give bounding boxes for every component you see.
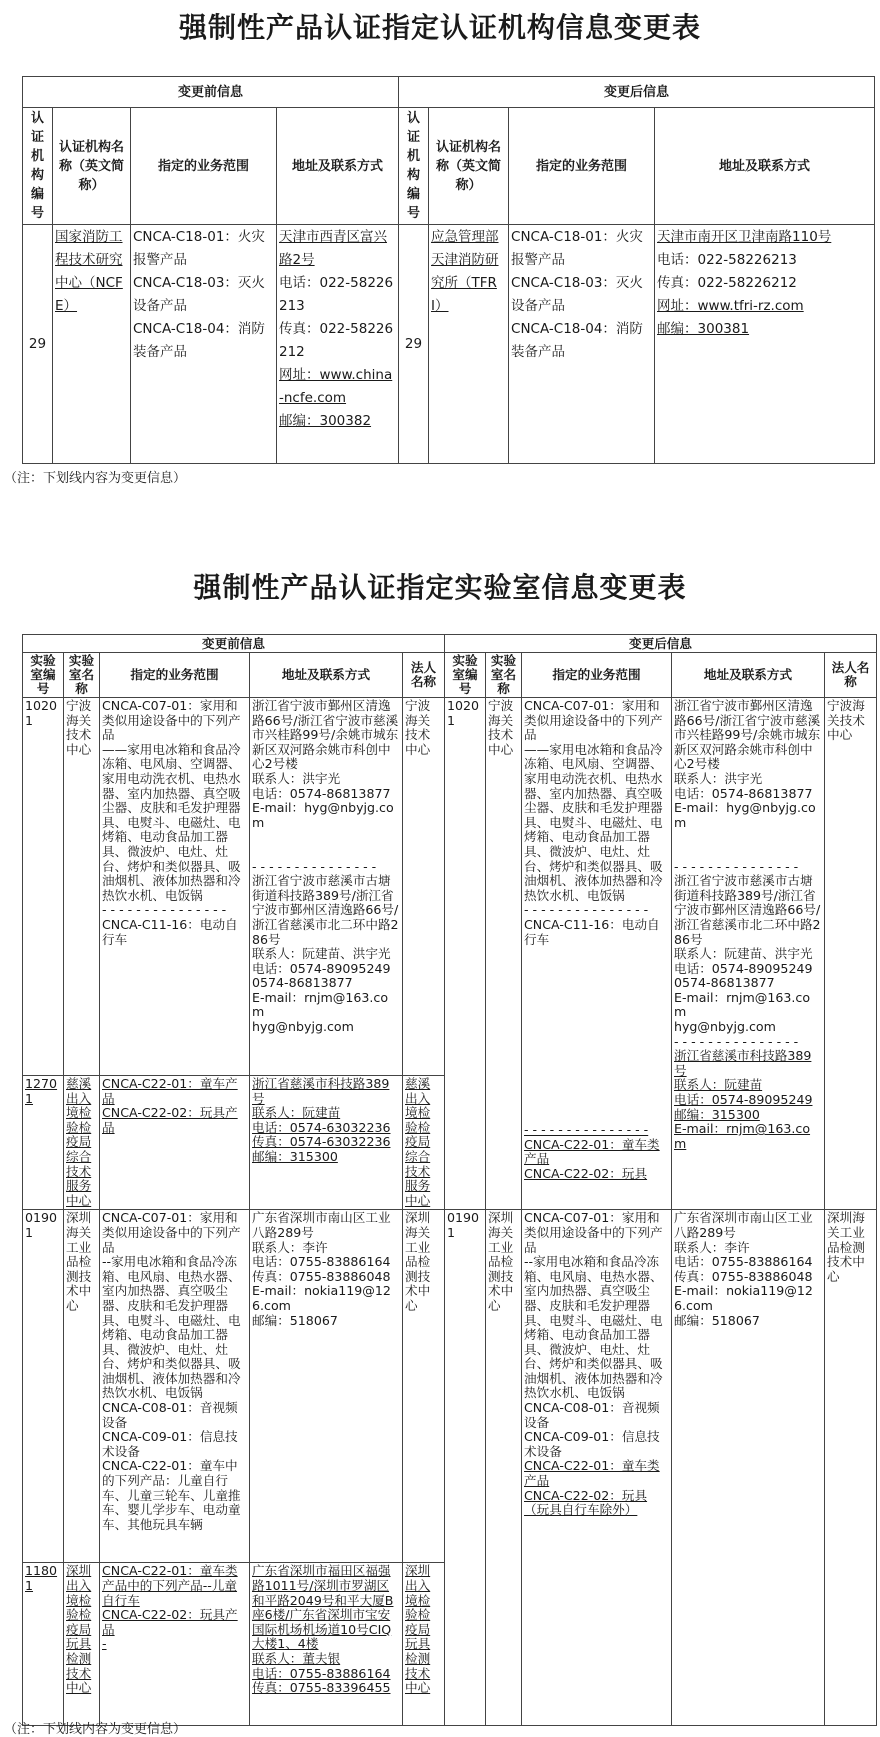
legal-name-cell — [403, 1563, 445, 1726]
col-header-name: 认证机构名称（英文简称） — [53, 108, 131, 225]
change-note: （注：下划线内容为变更信息） — [4, 471, 187, 486]
scope-line: CNCA-C18-03：灭火设备产品 — [133, 275, 265, 314]
scope-text: CNCA-C07-01：家用和类似用途设备中的下列产品 --家用电冰箱和食品冷冻箱、电风扇、电热水器、室内加热器、真空吸尘器、皮肤和毛发护理器具、电熨斗、电磁灶、电烤箱、电动食品加工器具、微波炉、电灶、灶台、烤炉和类似器具、吸油烟机、液体加热器和冷热饮水机、电饭锅 CNCA-C08-01：音视频设备 CNCA-C09-01：信息技术设备 — [524, 1210, 663, 1459]
col-header-scope: 指定的业务范围 — [100, 653, 250, 698]
col-header-lab-id: 实验室编号 — [445, 653, 486, 698]
col-header-legal: 法人名称 — [403, 653, 445, 698]
col-header-lab-id: 实验室编号 — [23, 653, 64, 698]
cert-number-cell: 29 — [399, 225, 429, 464]
scope-text: CNCA-C22-01：童车类产品中的下列产品--儿童自行车 CNCA-C22-02：玩具产品 - — [102, 1563, 238, 1652]
legal-name-cell: 宁波海关技术中心 — [403, 698, 445, 1076]
col-header-address: 地址及联系方式 — [277, 108, 399, 225]
lab-id-cell: 10201 — [23, 698, 64, 1076]
legal-name-cell — [403, 1076, 445, 1210]
before-change-header: 变更前信息 — [23, 77, 399, 108]
certification-body-table-title: 强制性产品认证指定认证机构信息变更表 — [178, 11, 701, 44]
address-text: 广东省深圳市南山区工业八路289号 联系人：李许 电话：0755-83886164 传真：0755-83886048 E-mail：nokia119@126.com 邮编：518067 — [252, 1210, 391, 1328]
website-line: 网址：www.china-ncfe.com — [279, 367, 393, 406]
lab-id-text: 12701 — [25, 1076, 58, 1106]
scope-text: CNCA-C22-01：童车产品 CNCA-C22-02：玩具产品 — [102, 1076, 238, 1135]
address-cell — [672, 1210, 825, 1726]
fax-line: 传真：022-58226212 — [279, 321, 394, 360]
after-change-header: 变更后信息 — [445, 635, 877, 653]
col-header-number: 认证机构编号 — [399, 108, 429, 225]
certification-body-change-table — [22, 76, 875, 464]
address-line: 天津市南开区卫津南路110号 — [657, 229, 832, 245]
lab-name-cell: 宁波海关技术中心 — [486, 698, 522, 1210]
cert-name-text: 国家消防工程技术研究中心（NCFE） — [55, 229, 123, 314]
legal-name-cell: 深圳海关工业品检测技术中心 — [403, 1210, 445, 1563]
scope-line: CNCA-C18-01：火灾报警产品 — [133, 229, 265, 268]
address-text: 广东省深圳市福田区福强路1011号/深圳市罗湖区和平路2049号和平大厦B座6楼/广东省深圳市宝安国际机场机场道10号CIQ大楼1、4楼 联系人：董夫银 电话：0755-83886164 传真：0755-83396455 — [252, 1563, 394, 1696]
scope-added-text: CNCA-C22-01：童车类产品 CNCA-C22-02：玩具（玩具自行车除外） — [524, 1458, 660, 1518]
address-text: 浙江省宁波市鄞州区清逸路66号/浙江省宁波市慈溪市兴桂路99号/余姚市城东新区双河路余姚市科创中心2号楼 联系人：洪宇光 电话：0574-86813877 E-mail：hyg@nbyjg.com - - - - - - - - - - - - - - - 浙江省宁波市慈溪市古塘街道科技路389号/浙江省宁波市鄞州区清逸路66号/浙江省慈溪市北二环中路286号 联系人：阮建苗、洪宇光 电话：0574-89095249 0574-86813877 E-mail：rnjm@163.com hyg@nbyjg.com - - - - - - - - - - - - - - - — [674, 698, 821, 1049]
col-header-legal: 法人名称 — [825, 653, 877, 698]
lab-name-cell: 深圳海关工业品检测技术中心 — [486, 1210, 522, 1726]
website-line: 网址：www.tfri-rz.com — [657, 298, 804, 314]
lab-id-cell: 01901 — [23, 1210, 64, 1563]
phone-line: 电话：022-58226213 — [279, 275, 394, 314]
col-header-address: 地址及联系方式 — [250, 653, 403, 698]
legal-name-text: 深圳出入境检验检疫局玩具检测技术中心 — [405, 1563, 431, 1696]
col-header-address: 地址及联系方式 — [655, 108, 875, 225]
change-note: （注：下划线内容为变更信息） — [4, 1722, 187, 1737]
lab-name-cell: 深圳海关工业品检测技术中心 — [64, 1210, 100, 1563]
scope-cell — [522, 1210, 672, 1726]
legal-name-cell: 宁波海关技术中心 — [825, 698, 877, 1210]
address-cell — [250, 1076, 403, 1210]
lab-id-cell — [23, 1563, 64, 1726]
laboratory-change-table — [22, 634, 877, 1726]
scope-cell — [509, 225, 655, 464]
table-row — [23, 225, 875, 464]
lab-name-cell — [64, 1563, 100, 1726]
col-header-lab-name: 实验室名称 — [64, 653, 100, 698]
fax-line: 传真：022-58226212 — [657, 275, 797, 291]
table-row — [23, 1210, 877, 1563]
legal-name-text: 慈溪出入境检验检疫局综合技术服务中心 — [405, 1076, 431, 1208]
scope-cell — [131, 225, 277, 464]
address-text: 浙江省慈溪市科技路389号 联系人：阮建苗 电话：0574-63032236 传真：0574-63032236 邮编：315300 — [252, 1076, 391, 1164]
scope-cell — [522, 698, 672, 1210]
postcode-line: 邮编：300382 — [279, 413, 372, 429]
scope-added-text: - - - - - - - - - - - - - - - CNCA-C22-01：童车类产品 CNCA-C22-02：玩具 — [524, 1122, 660, 1181]
address-line: 天津市西青区富兴路2号 — [279, 229, 387, 268]
cert-name-cell — [53, 225, 131, 464]
address-cell — [672, 698, 825, 1210]
lab-name-cell: 宁波海关技术中心 — [64, 698, 100, 1076]
col-header-scope: 指定的业务范围 — [522, 653, 672, 698]
cert-name-cell — [429, 225, 509, 464]
lab-id-text: 11801 — [25, 1563, 58, 1593]
laboratory-table-title: 强制性产品认证指定实验室信息变更表 — [193, 571, 687, 604]
address-cell — [655, 225, 875, 464]
scope-line: CNCA-C18-04：消防装备产品 — [511, 321, 643, 360]
lab-id-cell — [23, 1076, 64, 1210]
table-row — [23, 698, 877, 1076]
col-header-number: 认证机构编号 — [23, 108, 53, 225]
col-header-name: 认证机构名称（英文简称） — [429, 108, 509, 225]
scope-cell — [100, 1210, 250, 1563]
col-header-lab-name: 实验室名称 — [486, 653, 522, 698]
address-cell — [250, 1210, 403, 1563]
cert-number-cell: 29 — [23, 225, 53, 464]
before-change-header: 变更前信息 — [23, 635, 445, 653]
scope-cell — [100, 698, 250, 1076]
cert-name-text: 应急管理部天津消防研究所（TFRI） — [431, 229, 499, 314]
phone-line: 电话：022-58226213 — [657, 252, 797, 268]
scope-cell — [100, 1076, 250, 1210]
lab-name-cell — [64, 1076, 100, 1210]
col-header-scope: 指定的业务范围 — [131, 108, 277, 225]
col-header-scope: 指定的业务范围 — [509, 108, 655, 225]
address-text: 广东省深圳市南山区工业八路289号 联系人：李许 电话：0755-83886164 传真：0755-83886048 E-mail：nokia119@126.com 邮编：518067 — [674, 1210, 813, 1328]
after-change-header: 变更后信息 — [399, 77, 875, 108]
scope-line: CNCA-C18-01：火灾报警产品 — [511, 229, 643, 268]
scope-line: CNCA-C18-03：灭火设备产品 — [511, 275, 643, 314]
address-added-text: 浙江省慈溪市科技路389号 联系人：阮建苗 电话：0574-89095249 邮编：315300 E-mail：rnjm@163.com — [674, 1048, 813, 1151]
lab-name-text: 深圳出入境检验检疫局玩具检测技术中心 — [66, 1563, 92, 1696]
address-cell — [250, 698, 403, 1076]
scope-text: CNCA-C07-01：家用和类似用途设备中的下列产品 ——家用电冰箱和食品冷冻箱、电风扇、空调器、家用电动洗衣机、电热水器、室内加热器、真空吸尘器、皮肤和毛发护理器具、电熨斗、电磁灶、电烤箱、电动食品加工器具、微波炉、电灶、灶台、烤炉和类似器具、吸油烟机、液体加热器和冷热饮水机、电饭锅 - - - - - - - - - - - - - - - CNCA-C11-16：电动自行车 — [524, 698, 663, 947]
address-cell — [250, 1563, 403, 1726]
lab-id-cell: 01901 — [445, 1210, 486, 1726]
address-text: 浙江省宁波市鄞州区清逸路66号/浙江省宁波市慈溪市兴桂路99号/余姚市城东新区双河路余姚市科创中心2号楼 联系人：洪宇光 电话：0574-86813877 E-mail：hyg@nbyjg.com - - - - - - - - - - - - - - - 浙江省宁波市慈溪市古塘街道科技路389号/浙江省宁波市鄞州区清逸路66号/浙江省慈溪市北二环中路286号 联系人：阮建苗、洪宇光 电话：0574-89095249 0574-86813877 E-mail：rnjm@163.com hyg@nbyjg.com — [252, 698, 399, 1035]
col-header-address: 地址及联系方式 — [672, 653, 825, 698]
legal-name-cell: 深圳海关工业品检测技术中心 — [825, 1210, 877, 1726]
lab-id-cell: 10201 — [445, 698, 486, 1210]
scope-line: CNCA-C18-04：消防装备产品 — [133, 321, 265, 360]
address-cell — [277, 225, 399, 464]
scope-cell — [100, 1563, 250, 1726]
lab-name-text: 慈溪出入境检验检疫局综合技术服务中心 — [66, 1076, 92, 1208]
scope-text: CNCA-C07-01：家用和类似用途设备中的下列产品 --家用电冰箱和食品冷冻箱、电风扇、电热水器、室内加热器、真空吸尘器、皮肤和毛发护理器具、电熨斗、电磁灶、电烤箱、电动食品加工器具、微波炉、电灶、灶台、烤炉和类似器具、吸油烟机、液体加热器和冷热饮水机、电饭锅 CNCA-C08-01：音视频设备 CNCA-C09-01：信息技术设备 CNCA-C22-01：童车中的下列产品：儿童自行车、儿童三轮车、儿童推车、婴儿学步车、电动童车、其他玩具车辆 — [102, 1210, 241, 1532]
scope-text: CNCA-C07-01：家用和类似用途设备中的下列产品 ——家用电冰箱和食品冷冻箱、电风扇、空调器、家用电动洗衣机、电热水器、室内加热器、真空吸尘器、皮肤和毛发护理器具、电熨斗、电磁灶、电烤箱、电动食品加工器具、微波炉、电灶、灶台、烤炉和类似器具、吸油烟机、液体加热器和冷热饮水机、电饭锅 - - - - - - - - - - - - - - - CNCA-C11-16：电动自行车 — [102, 698, 241, 947]
postcode-line: 邮编：300381 — [657, 321, 750, 337]
